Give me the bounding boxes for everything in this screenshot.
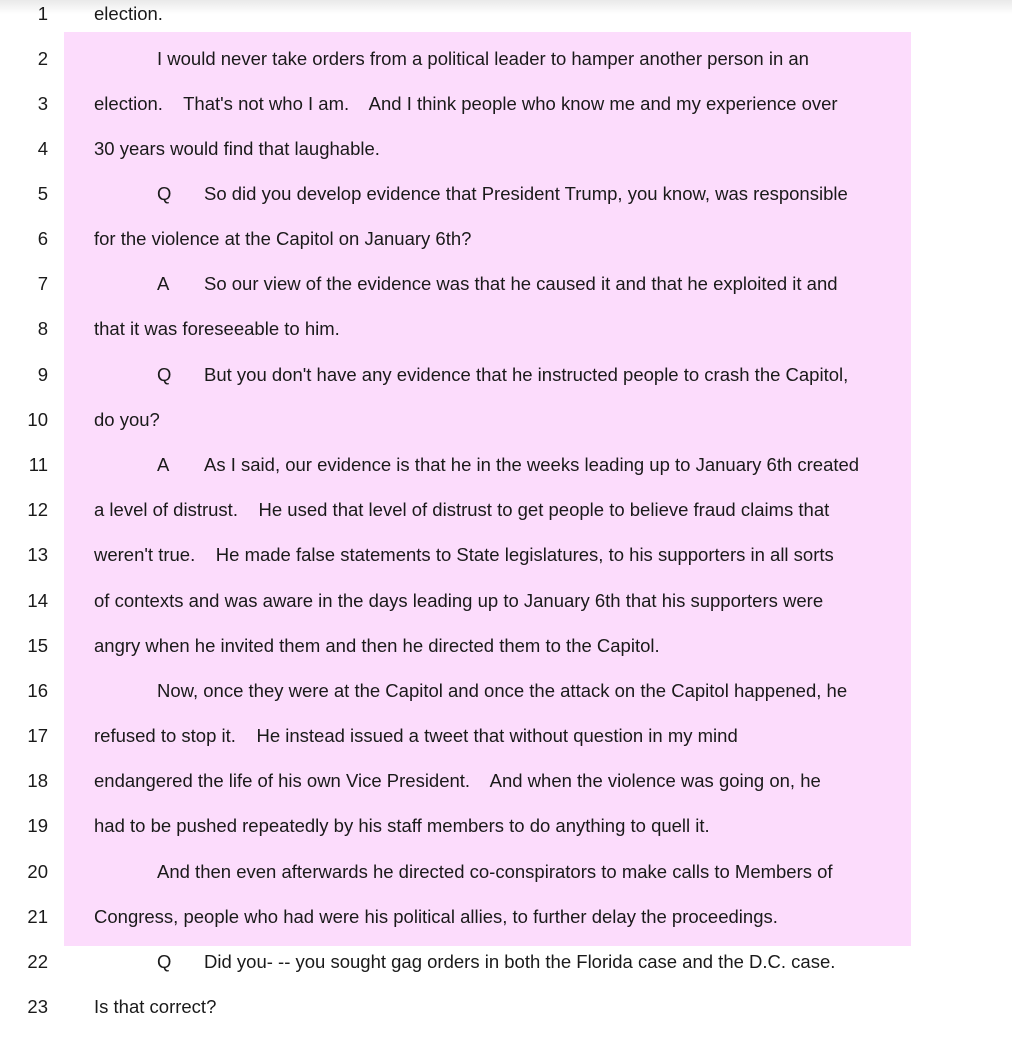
line-text: a level of distrust. He used that level of distrust to get people to believe fraud claims that	[94, 499, 830, 520]
speaker-label: A	[157, 273, 170, 294]
transcript-line	[0, 181, 1012, 226]
transcript-line	[0, 136, 1012, 181]
transcript-line	[0, 497, 1012, 542]
line-text: I would never take orders from a political leader to hamper another person in an	[157, 48, 809, 69]
line-number: 14	[27, 590, 48, 611]
line-number: 18	[27, 770, 48, 791]
line-text: for the violence at the Capitol on January 6th?	[94, 228, 472, 249]
line-number: 20	[27, 861, 48, 882]
transcript-line	[0, 271, 1012, 316]
transcript-line	[0, 46, 1012, 91]
transcript-line	[0, 362, 1012, 407]
line-text: Congress, people who had were his political allies, to further delay the proceedings.	[94, 906, 778, 927]
transcript-line	[0, 91, 1012, 136]
transcript-line	[0, 316, 1012, 361]
line-text: So our view of the evidence was that he caused it and that he exploited it and	[204, 273, 838, 294]
speaker-label: Q	[157, 364, 172, 385]
transcript-line	[0, 1, 1012, 46]
transcript-line	[0, 407, 1012, 452]
speaker-label: Q	[157, 183, 172, 204]
line-number: 19	[27, 815, 48, 836]
line-text: But you don't have any evidence that he instructed people to crash the Capitol,	[204, 364, 849, 385]
line-text: do you?	[94, 409, 160, 430]
line-number: 10	[27, 409, 48, 430]
line-number: 12	[27, 499, 48, 520]
line-number: 16	[27, 680, 48, 701]
line-number: 9	[37, 364, 48, 385]
line-number: 17	[27, 725, 48, 746]
line-text: endangered the life of his own Vice President. And when the violence was going on, he	[94, 770, 821, 791]
line-text: So did you develop evidence that President Trump, you know, was responsible	[204, 183, 848, 204]
line-text: Now, once they were at the Capitol and once the attack on the Capitol happened, he	[157, 680, 848, 701]
line-number: 1	[37, 3, 48, 24]
transcript-line	[0, 633, 1012, 678]
line-text: had to be pushed repeatedly by his staff members to do anything to quell it.	[94, 815, 710, 836]
line-text: 30 years would find that laughable.	[94, 138, 380, 159]
line-text: angry when he invited them and then he directed them to the Capitol.	[94, 635, 660, 656]
transcript-line	[0, 813, 1012, 858]
line-text: weren't true. He made false statements to State legislatures, to his supporters in all sorts	[94, 544, 834, 565]
line-number: 5	[37, 183, 48, 204]
transcript-line	[0, 723, 1012, 768]
line-number: 7	[37, 273, 48, 294]
transcript-line	[0, 452, 1012, 497]
transcript-line	[0, 949, 1012, 994]
line-text: refused to stop it. He instead issued a tweet that without question in my mind	[94, 725, 738, 746]
transcript-line	[0, 904, 1012, 949]
line-number: 6	[37, 228, 48, 249]
transcript-line	[0, 859, 1012, 904]
line-text: Did you- -- you sought gag orders in both the Florida case and the D.C. case.	[204, 951, 836, 972]
transcript-line	[0, 678, 1012, 723]
transcript-line	[0, 542, 1012, 587]
line-number: 21	[27, 906, 48, 927]
transcript-line	[0, 994, 1012, 1039]
line-number: 2	[37, 48, 48, 69]
line-text: election. That's not who I am. And I think people who know me and my experience over	[94, 93, 838, 114]
transcript-line	[0, 588, 1012, 633]
line-number: 8	[37, 318, 48, 339]
transcript-line	[0, 768, 1012, 813]
line-number: 13	[27, 544, 48, 565]
line-number: 15	[27, 635, 48, 656]
speaker-label: A	[157, 454, 170, 475]
line-number: 23	[27, 996, 48, 1017]
line-number: 11	[28, 454, 48, 475]
line-text: election.	[94, 3, 163, 24]
line-number: 22	[27, 951, 48, 972]
line-text: Is that correct?	[94, 996, 217, 1017]
line-number: 3	[37, 93, 48, 114]
speaker-label: Q	[157, 951, 172, 972]
line-text: And then even afterwards he directed co-conspirators to make calls to Members of	[157, 861, 833, 882]
transcript-line	[0, 226, 1012, 271]
line-number: 4	[37, 138, 48, 159]
line-text: that it was foreseeable to him.	[94, 318, 340, 339]
line-text: of contexts and was aware in the days leading up to January 6th that his supporters were	[94, 590, 824, 611]
line-text: As I said, our evidence is that he in the weeks leading up to January 6th created	[204, 454, 860, 475]
